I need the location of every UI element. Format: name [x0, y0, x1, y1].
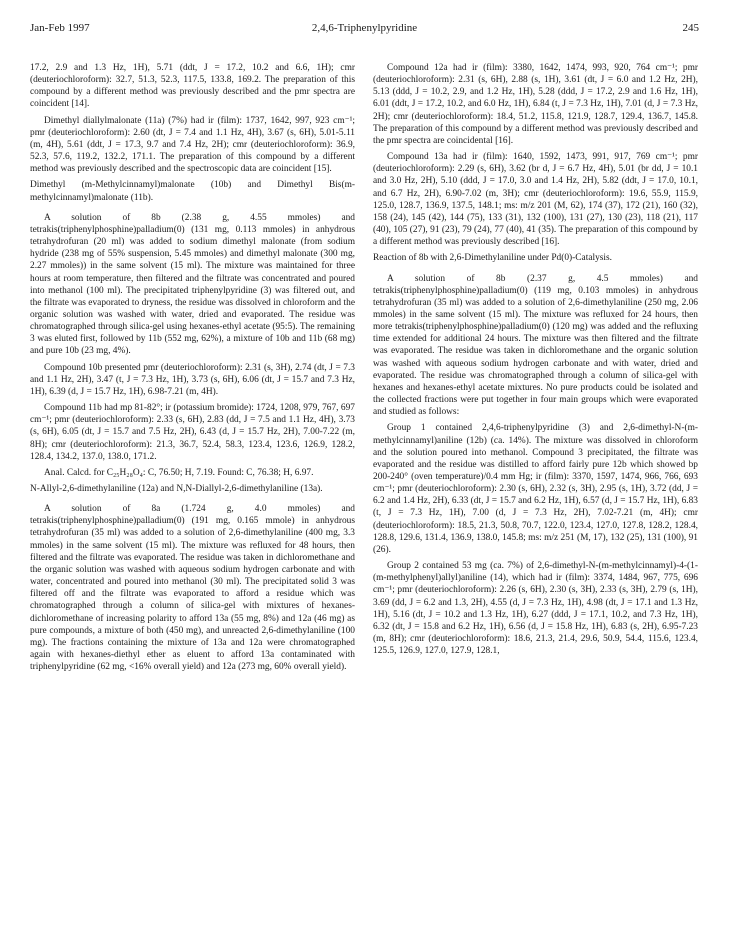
paragraph: A solution of 8b (2.37 g, 4.5 mmoles) and tetrakis(triphenylphosphine)palladium(0) (119 mg, 0.103 mmoles) in anhydrous tetrahydrofuran (35 ml) was added to a solution of 2,6-dimethylaniline (250 mg, 2.06 mmoles) in the same solvent (15 ml). The mixture was refluxed for 24 hours, then more tetrakis(triphenylphosphine)palladium(0) (120 mg) was added and the refluxing time extended for additional 24 hours. The mixture was then filtered and the filtrate was evaporated. The residue was taken in dichloromethane and the organic solution was washed with aqueous sodium hydrogen carbonate and with water, dried and evaporated. The residue was chromatographed through a column of silica-gel with hexanes and hexanes-ethyl acetate mixtures. No pure products could be isolated and the collected fractions were put together in four main groups which were evaporated and studied as follows: [373, 273, 698, 418]
running-title: 2,4,6-Triphenylpyridine [311, 22, 418, 34]
paragraph: A solution of 8a (1.724 g, 4.0 mmoles) and tetrakis(triphenylphosphine)palladium(0) (191 mg, 0.165 mmole) in anhydrous tetrahydrofuran (35 ml) was added to a solution of 2,6-dimethylaniline (400 mg, 3.3 mmoles) in the same solvent (15 ml). The mixture was refluxed for 48 hours, then filtered and the filtrate was evaporated. The residue was taken in dichloromethane and the organic solution was washed with aqueous sodium hydrogen carbonate and with water, concentrated and poured into methanol (30 ml). The precipitated solid 3 was filtered off and the filtrate was evaporated to afford a residue which was chromatographed through a column of silica-gel with mixtures of hexanes-dichloromethane of increasing polarity to afford 13a (55 mg, 8%) and 12a (46 mg) as pure compounds, a mixture of both (450 mg), and unreacted 2,6-dimethylaniline (100 mg). The fractions containing the mixture of 13a and 12a were chromatographed again with hexanes-diethyl ether as eluent to afford 13a contaminated with triphenylpyridine (62 mg, <16% overall yield) and 12a (273 mg, 60% overall yield). [30, 504, 355, 673]
paragraph: A solution of 8b (2.38 g, 4.55 mmoles) and tetrakis(triphenylphosphine)palladium(0) (131 mg, 0.113 mmoles) in anhydrous tetrahydrofuran (20 ml) was added to sodium dimethyl malonate (from sodium hydride (238 mg of 55% suspension, 5.45 mmoles) and dimethyl malonate (300 mg, 2.27 mmoles)) in the same solvent (15 ml). The mixture was maintained for three hours at room temperature, then filtered and the filtrate was concentrated and poured into methanol (100 ml). The precipitated triphenylpyridine (3) was filtered out, and the filtrate was evaporated to dryness, the residue was dissolved in chloroform and the organic solution was washed with water, dried and evaporated. The residue was chromatographed through silica-gel using hexanes-ethyl acetate (95:5). The remaining 3 was eluted first, followed by 11b (552 mg, 62%), a mixture of 10b and 11b (68 mg) and pure 10b (23 mg, 4%). [30, 212, 355, 357]
left-column [30, 62, 355, 922]
section-heading: Reaction of 8b with 2,6-Dimethylaniline under Pd(0)-Catalysis. [373, 253, 613, 264]
paragraph: Compound 10b presented pmr (deuteriochloroform): 2.31 (s, 3H), 2.74 (dt, J = 7.3 and 1.1 Hz, 2H), 3.47 (t, J = 7.3 Hz, 1H), 3.73 (s, 6H), 6.06 (dt, J = 15.7 and 7.3 Hz, 1H), 6.39 (d, J = 15.7 Hz, 1H), 6.98-7.21 (m, 4H). [30, 362, 355, 397]
right-column [373, 62, 698, 922]
paragraph: Anal. Calcd. for C₂₅H₂₈O₄: C, 76.50; H, 7.19. Found: C, 76.38; H, 6.97. [44, 467, 314, 478]
section-heading: Dimethyl (m-Methylcinnamyl)malonate (10b) and Dimethyl Bis(m-methylcinnamyl)malonate (11b). [30, 180, 355, 203]
paragraph: 17.2, 2.9 and 1.3 Hz, 1H), 5.71 (ddt, J = 17.2, 10.2 and 6.6, 1H); cmr (deuteriochloroform): 32.7, 51.3, 52.3, 117.5, 133.8, 169.2. The preparation of this compound by a different method was previously described and the pmr spectra are coincident [14]. [30, 63, 355, 110]
page-number: 245 [682, 22, 699, 34]
running-head [30, 22, 699, 38]
paragraph: Compound 12a had ir (film): 3380, 1642, 1474, 993, 920, 764 cm⁻¹; pmr (deuteriochloroform): 2.31 (s, 6H), 2.88 (s, 1H), 3.61 (dt, J = 6.0 and 1.2 Hz, 2H), 5.13 (ddd, J = 10.2, 2.9, and 1.2 Hz, 1H), 5.28 (ddd, J = 17.2, 2.9 and 1.6 Hz, 1H), 6.01 (ddt, J = 17.2, 10.2, and 6.0 Hz, 1H), 6.84 (t, J = 7.3 Hz, 1H), 7.01 (d, J = 7.3 Hz, 2H); cmr (deuteriochloroform): 18.4, 51.2, 115.8, 121.9, 128.7, 129.4, 136.7, 145.8. The preparation of this compound by a different method was previously described and the pmr spectra are coincidental [16]. [373, 63, 698, 146]
paragraph: Group 1 contained 2,4,6-triphenylpyridine (3) and 2,6-dimethyl-N-(m-methylcinnamyl)aniline (12b) (ca. 14%). The mixture was dissolved in chloroform and the solution poured into methanol. Compound 3 precipitated, the filtrate was evaporated and the residue was distilled to afford fairly pure 12b which showed bp 200-240° (oven temperature)/0.4 mm Hg; ir (film): 3370, 1597, 1474, 966, 766, 693 cm⁻¹; pmr (deuteriochloroform): 2.30 (s, 6H), 2.32 (s, 3H), 2.95 (s, 1H), 3.72 (dd, J = 6.2 and 1.4 Hz, 2H), 6.33 (dt, J = 15.7 and 6.2 Hz, 1H), 6.57 (d, J = 15.7 Hz, 1H), 6.83 (t, J = 7.3 Hz, 1H), 7.00 (d, J = 7.3 Hz, 2H), 7.02-7.21 (m, 4H); cmr (deuteriochloroform): 18.5, 21.3, 50.8, 70.7, 122.0, 123.4, 127.0, 127.8, 128.2, 128.4, 128.8, 129.6, 131.4, 136.9, 138.0, 145.8; ms: m/z 251 (M, 17), 132 (25), 131 (100), 91 (26). [373, 423, 698, 555]
paragraph: Dimethyl diallylmalonate (11a) (7%) had ir (film): 1737, 1642, 997, 923 cm⁻¹; pmr (deuteriochloroform): 2.60 (dt, J = 7.4 and 1.1 Hz, 4H), 3.67 (s, 6H), 5.01-5.11 (m, 4H), 5.61 (ddt, J = 17.3, 9.7 and 7.4 Hz, 2H); cmr (deuteriochloroform): 36.9, 52.3, 57.6, 119.2, 132.2, 171.1. The preparation of this compound by a different method was previously described and the spectroscopic data are coincident [15]. [30, 115, 355, 175]
paragraph: Group 2 contained 53 mg (ca. 7%) of 2,6-dimethyl-N-(m-methylcinnamyl)-4-(1-(m-methylphenyl)allyl)aniline (14), which had ir (film): 3374, 1484, 967, 775, 696 cm⁻¹; pmr (deuteriochloroform): 2.26 (s, 6H), 2.30 (s, 3H), 2.33 (s, 3H), 2.79 (s, 1H), 3.69 (dd, J = 6.2 and 1.3, 2H), 4.55 (d, J = 7.3 Hz, 1H), 4.98 (dt, J = 17.1 and 1.3 Hz, 1H), 5.16 (dt, J = 10.2 and 1.3 Hz, 1H), 6.27 (ddd, J = 17.1, 10.2, and 7.3 Hz, 1H), 6.32 (dt, J = 15.8 and 6.2 Hz, 1H), 6.56 (d, J = 15.8 Hz, 1H), 6.83 (s, 2H), 6.95-7.23 (m, 8H); cmr (deuteriochloroform): 18.6, 21.3, 21.4, 29.6, 50.9, 54.4, 115.6, 123.4, 125.5, 126.9, 127.0, 127.9, 128.1, [373, 561, 698, 657]
issue-date: Jan-Feb 1997 [30, 22, 90, 34]
paragraph: Compound 13a had ir (film): 1640, 1592, 1473, 991, 917, 769 cm⁻¹; pmr (deuteriochloroform): 2.29 (s, 6H), 3.62 (br d, J = 6.7 Hz, 4H), 5.01 (br dd, J = 10.1 and 3.0 Hz, 2H), 5.10 (ddd, J = 17.0, 3.0 and 1.4 Hz, 2H), 5.82 (ddt, J = 17.0, 10.1, and 6.7 Hz, 2H), 6.90-7.02 (m, 3H); cmr (deuteriochloroform): 19.6, 55.9, 115.9, 125.0, 128.7, 136.9, 137.5, 148.1; ms: m/z 201 (M, 62), 174 (37), 172 (21), 160 (32), 158 (24), 145 (42), 144 (75), 133 (31), 132 (100), 131 (27), 130 (23), 118 (21), 117 (40), 105 (27), 91 (23), 79 (24), 77 (40), 41 (35). The preparation of this compound by a different method was previously described [16]. [373, 152, 698, 248]
section-heading: N-Allyl-2,6-dimethylaniline (12a) and N,N-Diallyl-2,6-dimethylaniline (13a). [30, 484, 323, 494]
paragraph: Compound 11b had mp 81-82°; ir (potassium bromide): 1724, 1208, 979, 767, 697 cm⁻¹; pmr (deuteriochloroform): 2.33 (s, 6H), 2.83 (dd, J = 7.5 and 1.1 Hz, 4H), 3.73 (s, 6H), 6.05 (dt, J = 15.7 and 7.5 Hz, 2H), 6.43 (d, J = 15.7 Hz, 2H), 7.00-7.22 (m, 8H); cmr (deuteriochloroform): 21.3, 36.7, 52.4, 58.3, 123.4, 123.6, 126.9, 128.2, 128.4, 134.2, 137.0, 138.0, 171.2. [30, 403, 355, 462]
